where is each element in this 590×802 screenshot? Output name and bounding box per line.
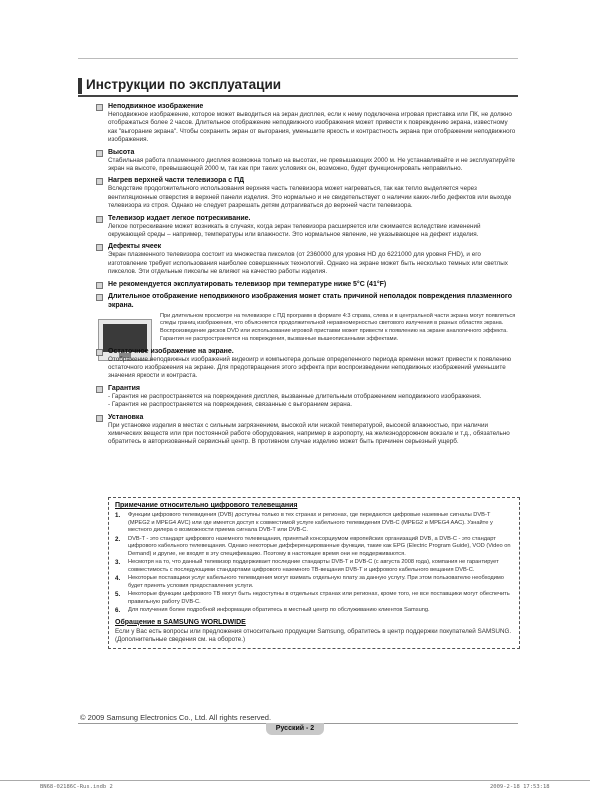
section-body: Стабильная работа плазменного дисплея возможна только на высотах, не превышающих 2000 м. Не устанавливайте и не эксплуатируйте экран на высоте, превышающей 2000 м, так как при таких условиях он, возможно, будет функционировать неправильно. bbox=[108, 156, 516, 173]
square-bullet-icon bbox=[96, 216, 103, 223]
burn-in-text: При длительном просмотре на телевизоре с ПД программ в формате 4:3 справа, слева и в центральной части экрана могут появляться следы границ изображения, что объясняется продолжительной неравномерностью светового излучения в разных областях экрана. Воспроизведение дисков DVD или использование игровой приставки может привести к появлению на экране аналогичного эффекта. Гарантия не распространяется на повреждения, вызванные вышеописанными эффектами. bbox=[160, 312, 516, 342]
contact-heading: Обращение в SAMSUNG WORLDWIDE bbox=[115, 618, 246, 626]
page-number-badge: Русский - 2 bbox=[266, 723, 324, 735]
square-bullet-icon bbox=[96, 349, 103, 356]
section-body: Отображение неподвижных изображений видеоигр и компьютера дольше определенного периода времени может привести к появлению остаточного изображения на экране. Для предотвращения этого эффекта при воспроизведении неподвижных изображений уменьшите значения яркости и контраста. bbox=[108, 355, 512, 380]
note-item-text: DVB-T - это стандарт цифрового наземного телевещания, принятый консорциумом европейских организаций DVB, а DVB-C - это стандарт цифрового кабельного телевещания. Однако некоторые дифференцированные функции, такие как EPG (Electric Program Guide), VOD (Video on Demand) и другие, не входят в эту спецификацию. Поэтому в настоящее время они не поддерживаются. bbox=[128, 535, 511, 557]
sections-top bbox=[96, 102, 516, 310]
note-item bbox=[115, 512, 513, 535]
section bbox=[96, 413, 516, 447]
note-item bbox=[115, 575, 513, 590]
digital-broadcast-note bbox=[108, 497, 520, 649]
note-item-number: 2. bbox=[115, 535, 121, 543]
copyright: © 2009 Samsung Electronics Co., Ltd. All rights reserved. bbox=[80, 713, 272, 722]
title-accent bbox=[78, 78, 82, 94]
square-bullet-icon bbox=[96, 150, 103, 157]
section-body: Легкое потрескивание может возникать в случаях, когда экран телевизора расширяется или сжимается вследствие изменений окружающей среды – например, температуры или влажности. Это нормальное явление, не указывающее на дефект изделия. bbox=[108, 222, 481, 239]
note-item-text: Некоторые функции цифрового ТВ могут быть недоступны в отдельных странах или регионах, кроме того, не все поставщики могут обеспечить правильную работу DVB-C. bbox=[128, 591, 510, 605]
section-heading: Длительное отображение неподвижного изображения может стать причиной неполадок повреждения плазменного экрана. bbox=[108, 292, 512, 309]
square-bullet-icon bbox=[96, 178, 103, 185]
section-heading: Не рекомендуется эксплуатировать телевизор при температуре ниже 5°C (41°F) bbox=[108, 280, 387, 288]
section bbox=[96, 384, 516, 410]
square-bullet-icon bbox=[96, 415, 103, 422]
note-item-number: 3. bbox=[115, 559, 121, 566]
section-heading: Нагрев верхней части телевизора с ПД bbox=[108, 177, 245, 185]
note-item-number: 1. bbox=[115, 512, 121, 519]
note-item bbox=[115, 536, 513, 559]
note-item-text: Функции цифрового телевидения (DVB) доступны только в тех странах и регионах, где передаются цифровые наземные сигналы DVB-T (MPEG2 и MPEG4 AVC) или где имеется доступ к совместимой услуге кабельного телевидения DVB-C (MPEG2 и MPEG4 AAC). Узнайте у местного дилера о возможности приема сигнала DVB-T или DVB-C. bbox=[128, 512, 493, 533]
section bbox=[96, 292, 516, 310]
print-file-info: BN68-02186C-Rus.indb 2 bbox=[40, 784, 113, 790]
note-item bbox=[115, 607, 513, 615]
note-heading: Примечание относительно цифрового телевещания bbox=[115, 502, 298, 509]
note-list bbox=[115, 512, 513, 615]
print-date-info: 2009-2-18 17:53:18 bbox=[490, 784, 550, 790]
burn-in-notice bbox=[96, 313, 516, 344]
note-item-text: Несмотря на то, что данный телевизор поддерживает последние стандарты DVB-T и DVB-C (с августа 2008 года), компания не гарантирует совместимость с последующими стандартами цифрового наземного ТВ-вещания DVB-T и цифрового кабельного вещания DVB-C. bbox=[128, 559, 499, 573]
section bbox=[96, 176, 516, 210]
content bbox=[96, 102, 516, 450]
section-heading: Неподвижное изображение bbox=[108, 103, 204, 110]
section bbox=[96, 148, 516, 174]
section-body: При установке изделия в местах с сильным загрязнением, высокой или низкой температурой, высокой влажностью, при наличии химических веществ или при постоянной работе оборудования, например в аэропорту, на железнодорожном вокзале и т.д., обязательно обратитесь в авторизованный сервисный центр. В противном случае изделию может быть причинен серьезный ущерб. bbox=[108, 421, 510, 446]
section-heading: Остаточное изображение на экране. bbox=[108, 347, 234, 355]
section bbox=[96, 347, 516, 381]
section bbox=[96, 280, 516, 289]
sections-bottom bbox=[96, 347, 516, 447]
section bbox=[96, 242, 516, 276]
section-heading: Гарантия bbox=[108, 384, 140, 392]
top-rule bbox=[78, 58, 518, 59]
section-heading: Дефекты ячеек bbox=[108, 243, 162, 251]
note-item-text: Для получения более подробной информации обратитесь в местный центр по обслуживанию клиентов Samsung. bbox=[128, 607, 430, 613]
note-item-text: Некоторые поставщики услуг кабельного телевидения могут взимать отдельную плату за данную услугу. При этом пользователю необходимо будет принять условия предоставления услуги. bbox=[128, 575, 504, 589]
note-item-number: 4. bbox=[115, 575, 121, 582]
section-body: - Гарантия не распространяется на повреждения дисплея, вызванные длительным отображением неподвижного изображения. - Гарантия не распространяется на повреждения, связанные с выгоранием экрана. bbox=[108, 392, 482, 409]
print-rule bbox=[0, 780, 590, 781]
note-item-number: 5. bbox=[115, 591, 121, 598]
section bbox=[96, 214, 516, 240]
square-bullet-icon bbox=[96, 386, 103, 393]
section-body: Экран плазменного телевизора состоит из множества пикселов (от 2360000 для уровня HD до 6221000 для уровня FHD), и его изготовление требует использования наиболее совершенных технологий. Однако на экране может быть несколько темных или светлых пикселов. Эти отдельные пикселы не влияют на качество работы изделия. bbox=[108, 251, 508, 276]
note-item bbox=[115, 591, 513, 606]
section-heading: Высота bbox=[108, 148, 135, 156]
page-title: Инструкции по эксплуатации bbox=[86, 77, 282, 92]
section-heading: Установка bbox=[108, 413, 144, 421]
square-bullet-icon bbox=[96, 294, 103, 301]
note-item-number: 6. bbox=[115, 607, 121, 614]
square-bullet-icon bbox=[96, 104, 103, 111]
note-item bbox=[115, 559, 513, 574]
square-bullet-icon bbox=[96, 244, 103, 251]
section-body: Неподвижное изображение, которое может выводиться на экран дисплея, если к нему подключена игровая приставка или ПК, не должно отображаться более 2 часов. Длительное отображение неподвижного изображения может привести к повреждению экрана, известному как "выгорание экрана". Чтобы сохранить экран от выгорания, уменьшите яркость и контрастность экрана при отображении неподвижного изображения. bbox=[108, 111, 516, 144]
square-bullet-icon bbox=[96, 282, 103, 289]
section-heading: Телевизор издает легкое потрескивание. bbox=[108, 214, 251, 222]
section-body: Вследствие продолжительного использования верхняя часть телевизора может нагреваться, так как тепло выделяется через вентиляционные отверстия в верхней панели изделия. Это нормально и не свидетельствует о наличии каких-либо дефектов или выходе телевизора из строя. Однако не следует разрешать детям дотрагиваться до верхней части телевизора. bbox=[108, 185, 512, 210]
title-bar bbox=[78, 77, 518, 97]
section bbox=[96, 102, 516, 145]
contact-text: Если у Вас есть вопросы или предложения относительно продукции Samsung, обратитесь в центр поддержки покупателей SAMSUNG. (Дополнительные сведения см. на обороте.) bbox=[115, 627, 512, 643]
